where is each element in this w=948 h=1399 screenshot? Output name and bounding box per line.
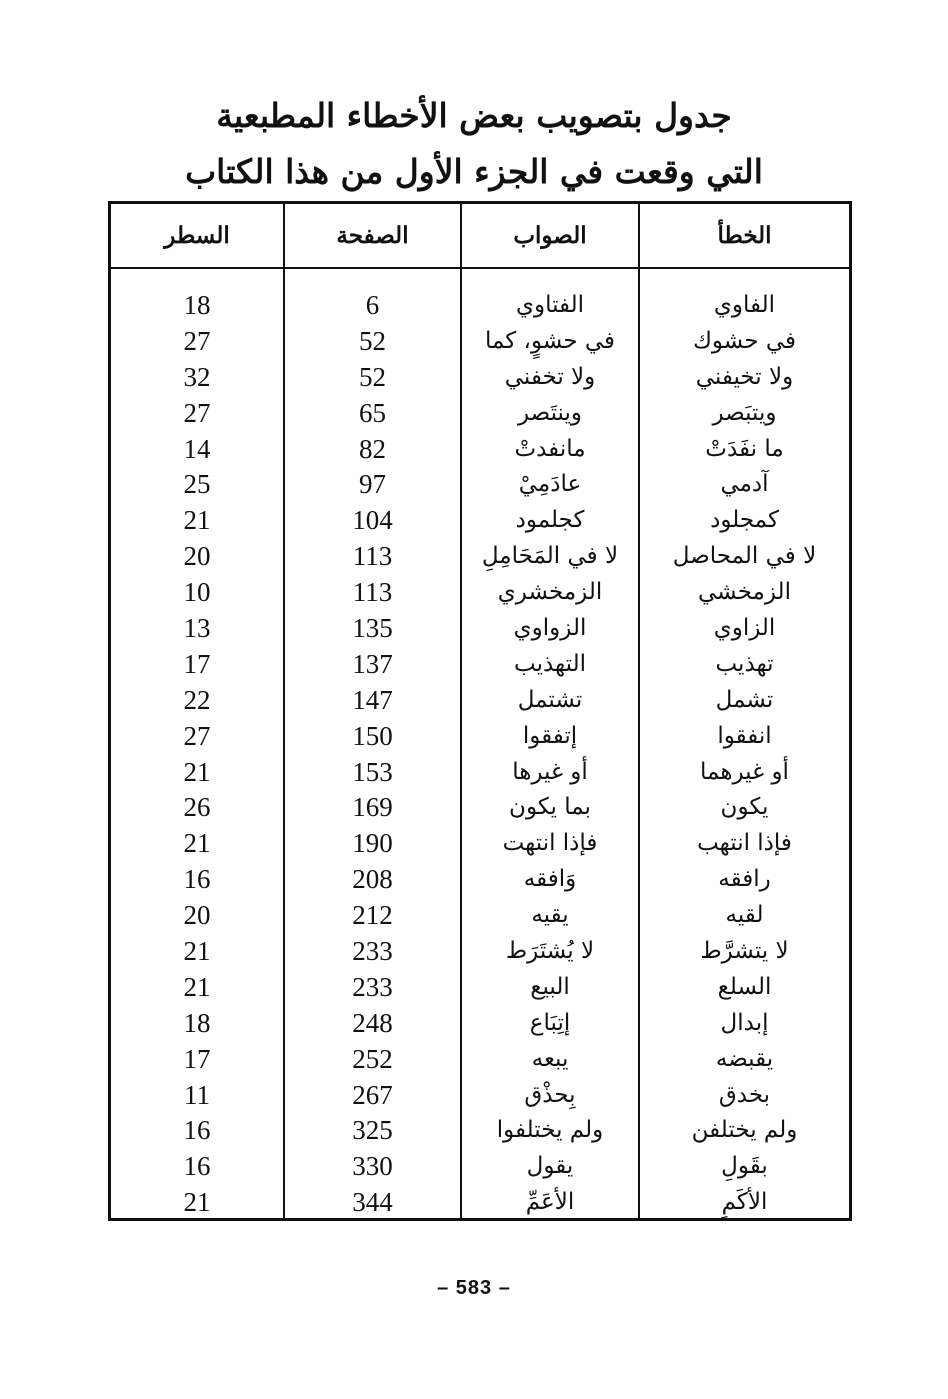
cell-error: ويتبَصر: [712, 399, 777, 426]
cell-correct: تشتمل: [517, 686, 583, 713]
cell-correct: إتِبَاع: [529, 1009, 571, 1036]
cell-correct: يبعه: [531, 1045, 569, 1072]
cell-correct: الزواوي: [513, 615, 587, 642]
cell-line: 20: [183, 541, 211, 572]
cell-page: 52: [359, 325, 386, 356]
cell-line: 25: [183, 469, 211, 500]
table-row: [111, 1078, 849, 1114]
table-row: [111, 683, 849, 719]
cell-correct: الفتاوي: [515, 292, 585, 318]
table-row: [111, 396, 849, 432]
table-row: [111, 647, 849, 683]
table-row: [111, 467, 849, 503]
table-row: [111, 862, 849, 898]
cell-error: في حشوك: [692, 327, 797, 354]
cell-correct: وينتَصر: [517, 399, 583, 426]
title-line-2: التي وقعت في الجزء الأول من هذا الكتاب: [185, 152, 763, 191]
cell-error: ولا تخيفني: [695, 363, 794, 390]
cell-line: 21: [183, 505, 211, 536]
cell-line: 16: [183, 864, 211, 895]
cell-page: 169: [352, 792, 393, 823]
cell-page: 330: [352, 1151, 393, 1182]
cell-error: إبدال: [720, 1009, 769, 1036]
cell-line: 18: [183, 1007, 211, 1038]
table-row: [111, 1042, 849, 1078]
cell-correct: عادَمِيْ: [518, 471, 582, 498]
cell-page: 248: [352, 1007, 393, 1038]
cell-page: 104: [352, 505, 393, 536]
header-error: الخطأ: [717, 222, 772, 249]
cell-correct: لا في المَحَامِلِ: [481, 543, 619, 570]
cell-line: 27: [183, 720, 211, 751]
cell-error: رافقه: [718, 866, 771, 893]
cell-page: 150: [352, 720, 393, 751]
cell-error: لقيه: [725, 902, 764, 929]
cell-line: 10: [183, 577, 211, 608]
table-row: [111, 755, 849, 791]
cell-correct: لا يُشتَرَط: [505, 938, 595, 965]
cell-correct: الزمخشري: [497, 579, 603, 606]
cell-error: فإذا انتهب: [697, 830, 792, 857]
cell-line: 27: [183, 397, 211, 428]
cell-line: 13: [183, 613, 211, 644]
cell-line: 21: [183, 971, 211, 1002]
table-row: [111, 898, 849, 934]
cell-error: تشمل: [715, 686, 774, 713]
cell-page: 52: [359, 361, 386, 392]
cell-error: لا في المحاصل: [672, 543, 817, 570]
table-body: [111, 288, 849, 1221]
cell-page: 233: [352, 971, 393, 1002]
cell-page: 190: [352, 828, 393, 859]
cell-error: بقَولِ: [721, 1153, 768, 1180]
cell-correct: التهذيب: [514, 650, 586, 677]
cell-error: السلع: [717, 973, 772, 1000]
table-row: [111, 1185, 849, 1221]
cell-correct: مانفدتْ: [514, 435, 586, 462]
cell-correct: أو غيرها: [512, 758, 588, 785]
cell-page: 267: [352, 1079, 393, 1110]
cell-line: 11: [184, 1079, 210, 1110]
table-row: [111, 288, 849, 324]
header-line: السطر: [164, 222, 230, 249]
table-row: [111, 934, 849, 970]
cell-line: 18: [183, 290, 211, 320]
cell-page: 65: [359, 397, 386, 428]
cell-page: 97: [359, 469, 386, 500]
cell-page: 82: [359, 433, 386, 464]
table-row: [111, 539, 849, 575]
page-number: – 583 –: [437, 1277, 511, 1299]
cell-error: آدمي: [720, 471, 769, 498]
cell-line: 21: [183, 756, 211, 787]
cell-correct: في حشوٍ، كما: [484, 327, 616, 354]
header-correct: الصواب: [513, 222, 587, 249]
cell-correct: ولم يختلفوا: [496, 1117, 604, 1144]
table-row: [111, 826, 849, 862]
cell-line: 27: [183, 325, 211, 356]
cell-correct: الأعَمِّ: [525, 1189, 575, 1216]
cell-line: 21: [183, 828, 211, 859]
cell-line: 17: [183, 648, 211, 679]
cell-error: يكون: [720, 794, 769, 821]
cell-error: الفاوي: [713, 292, 776, 318]
table-row: [111, 1006, 849, 1042]
cell-error: الزاوي: [713, 615, 776, 642]
cell-correct: كجلمود: [515, 507, 585, 534]
cell-page: 208: [352, 864, 393, 895]
cell-error: الزمخشي: [698, 579, 791, 606]
cell-correct: بما يكون: [509, 794, 591, 821]
cell-error: ولم يختلفن: [691, 1117, 798, 1144]
table-row: [111, 432, 849, 468]
cell-correct: فإذا انتهت: [502, 830, 598, 857]
page-title: [0, 88, 948, 200]
cell-correct: بِحذْق: [524, 1081, 576, 1108]
cell-page: 212: [352, 900, 393, 931]
header-page: الصفحة: [336, 222, 409, 249]
cell-page: 153: [352, 756, 393, 787]
cell-correct: إتفقوا: [522, 722, 578, 749]
cell-line: 20: [183, 900, 211, 931]
cell-error: انفقوا: [717, 722, 772, 749]
table-row: [111, 1149, 849, 1185]
table-row: [111, 503, 849, 539]
cell-page: 113: [352, 577, 393, 608]
cell-correct: يقيه: [531, 902, 569, 929]
cell-line: 21: [183, 1187, 211, 1218]
cell-error: كمجلود: [710, 507, 779, 534]
cell-error: بخدق: [718, 1081, 771, 1108]
cell-page: 137: [352, 648, 393, 679]
cell-page: 135: [352, 613, 393, 644]
cell-error: يقبضه: [715, 1045, 774, 1072]
cell-line: 26: [183, 792, 211, 823]
table-row: [111, 324, 849, 360]
table-row: [111, 611, 849, 647]
cell-correct: ولا تخفني: [504, 363, 596, 390]
title-line-1: جدول بتصويب بعض الأخطاء المطبعية: [216, 96, 732, 135]
cell-line: 21: [183, 936, 211, 967]
table-row: [111, 719, 849, 755]
table-row: [111, 360, 849, 396]
cell-page: 325: [352, 1115, 393, 1146]
table-row: [111, 1113, 849, 1149]
table-row: [111, 575, 849, 611]
errata-table: [108, 201, 852, 1221]
cell-page: 252: [352, 1043, 393, 1074]
cell-line: 16: [183, 1115, 211, 1146]
cell-line: 32: [183, 361, 211, 392]
cell-line: 22: [183, 684, 211, 715]
cell-error: ما نفَدَتْ: [705, 435, 784, 462]
cell-page: 6: [365, 290, 380, 320]
cell-correct: وَافقه: [523, 866, 577, 893]
cell-line: 17: [183, 1043, 211, 1074]
cell-correct: يقول: [526, 1153, 574, 1180]
cell-line: 14: [183, 433, 211, 464]
cell-line: 16: [183, 1151, 211, 1182]
cell-error: الأكَمِ: [721, 1189, 768, 1216]
cell-error: تهذيب: [715, 650, 774, 677]
cell-correct: البيع: [530, 973, 570, 1000]
cell-page: 233: [352, 936, 393, 967]
cell-error: لا يتشرَّط: [700, 938, 789, 965]
cell-page: 344: [352, 1187, 393, 1218]
table-header-row: [111, 204, 849, 269]
cell-page: 147: [352, 684, 393, 715]
cell-error: أو غيرهما: [700, 758, 789, 785]
table-row: [111, 790, 849, 826]
cell-page: 113: [352, 541, 393, 572]
table-row: [111, 970, 849, 1006]
